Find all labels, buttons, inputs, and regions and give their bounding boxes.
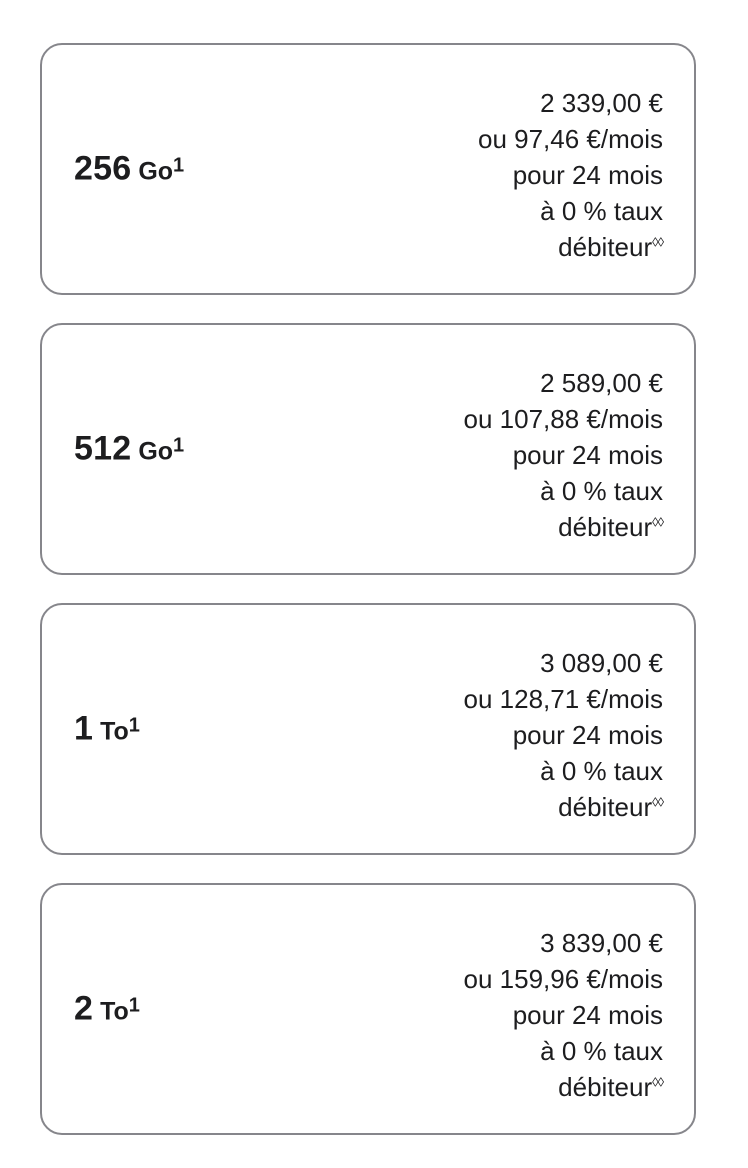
financing-rate: à 0 % taux bbox=[540, 1036, 663, 1066]
rate-label-line bbox=[464, 509, 663, 545]
storage-option-512go[interactable] bbox=[40, 323, 696, 575]
financing-duration: pour 24 mois bbox=[512, 1000, 663, 1030]
capacity-label bbox=[74, 710, 140, 749]
storage-option-2to[interactable] bbox=[40, 883, 696, 1135]
rate-footnote-link[interactable]: ◊◊ bbox=[652, 514, 663, 530]
rate-footnote-link[interactable]: ◊◊ bbox=[652, 234, 663, 250]
full-price: 3 839,00 € bbox=[540, 928, 663, 958]
capacity-label bbox=[74, 150, 184, 189]
rate-label: débiteur bbox=[558, 232, 653, 262]
full-price: 2 589,00 € bbox=[540, 368, 663, 398]
price-block bbox=[464, 365, 663, 545]
capacity-unit: Go bbox=[138, 437, 174, 466]
financing-rate: à 0 % taux bbox=[540, 196, 663, 226]
full-price: 3 089,00 € bbox=[540, 648, 663, 678]
capacity-unit: To bbox=[100, 997, 129, 1026]
capacity-label bbox=[74, 430, 184, 469]
rate-label-line bbox=[478, 229, 663, 265]
financing-rate: à 0 % taux bbox=[540, 476, 663, 506]
price-block bbox=[478, 85, 663, 265]
storage-option-list bbox=[40, 43, 696, 1163]
capacity-unit: Go bbox=[138, 157, 174, 186]
rate-footnote-link[interactable]: ◊◊ bbox=[652, 794, 663, 810]
capacity-footnote-link[interactable]: 1 bbox=[173, 154, 185, 177]
price-block bbox=[464, 925, 663, 1105]
financing-rate: à 0 % taux bbox=[540, 756, 663, 786]
rate-label: débiteur bbox=[558, 792, 653, 822]
storage-option-256go[interactable] bbox=[40, 43, 696, 295]
financing-duration: pour 24 mois bbox=[512, 720, 663, 750]
capacity-footnote-link[interactable]: 1 bbox=[173, 434, 185, 457]
monthly-price: ou 128,71 €/mois bbox=[463, 684, 663, 714]
rate-footnote-link[interactable]: ◊◊ bbox=[652, 1074, 663, 1090]
full-price: 2 339,00 € bbox=[540, 88, 663, 118]
monthly-price: ou 159,96 €/mois bbox=[463, 964, 663, 994]
rate-label-line bbox=[464, 1069, 663, 1105]
capacity-footnote-link[interactable]: 1 bbox=[128, 994, 140, 1017]
financing-duration: pour 24 mois bbox=[512, 440, 663, 470]
price-block bbox=[464, 645, 663, 825]
capacity-value: 1 bbox=[74, 709, 94, 748]
monthly-price: ou 97,46 €/mois bbox=[477, 124, 663, 154]
capacity-value: 512 bbox=[74, 429, 132, 468]
rate-label-line bbox=[464, 789, 663, 825]
monthly-price: ou 107,88 €/mois bbox=[463, 404, 663, 434]
capacity-label bbox=[74, 990, 140, 1029]
capacity-value: 2 bbox=[74, 989, 94, 1028]
rate-label: débiteur bbox=[558, 1072, 653, 1102]
capacity-footnote-link[interactable]: 1 bbox=[128, 714, 140, 737]
storage-option-1to[interactable] bbox=[40, 603, 696, 855]
financing-duration: pour 24 mois bbox=[512, 160, 663, 190]
capacity-unit: To bbox=[100, 717, 129, 746]
rate-label: débiteur bbox=[558, 512, 653, 542]
capacity-value: 256 bbox=[74, 149, 132, 188]
